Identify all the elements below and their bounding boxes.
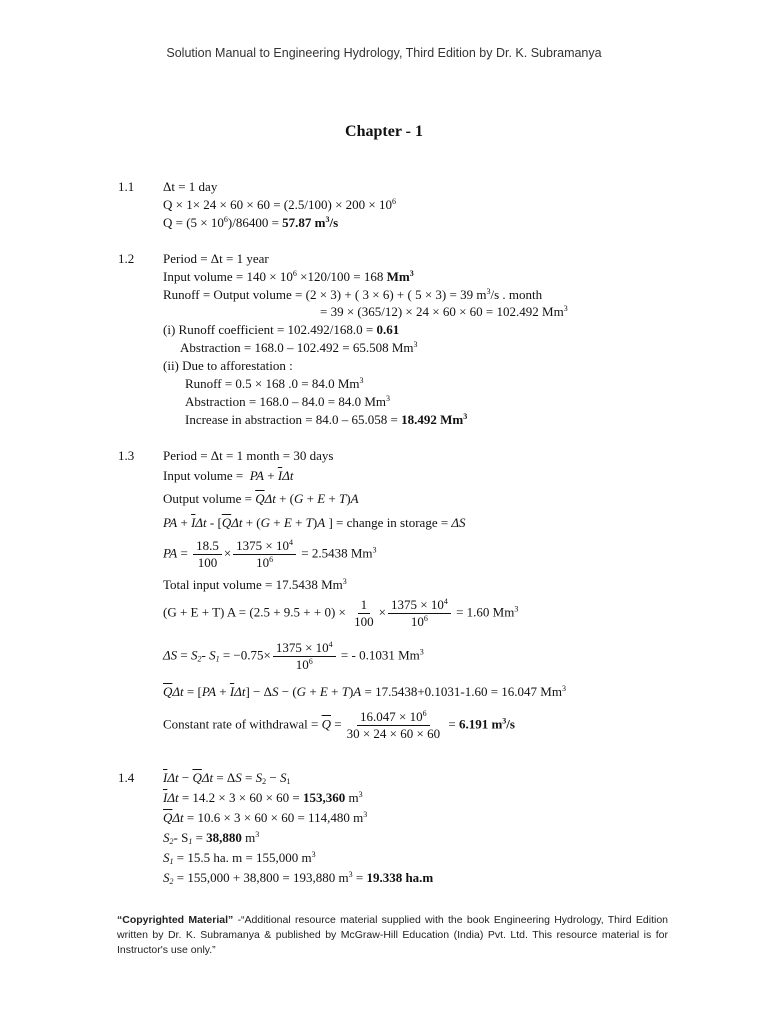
eq-line: Constant rate of withdrawal = $\overline{Q}$ = $\frac{16.047 \times 10^6}{30 \times 24 \times 60 \times 60}$ = 6.191 $m^3/s$: [163, 709, 515, 741]
eq-line: (ii) Due to afforestation :: [163, 358, 293, 373]
eq-line: (i) Runoff coefficient = 102.492/168.0 = 0.61: [163, 322, 400, 337]
eq-line: $\overline{Q}\Delta t = [PA + \overline{I}\Delta t] - \Delta S - (G + E + T)A = 17.5438+0.1031-1.60 = 16.047$ Mm$^3$: [163, 684, 566, 699]
eq-line: $Q \times 1\times 24 \times 60 \times 60 = (2.5/100) \times 200 \times 10^6$: [163, 197, 396, 212]
eq-line: $S_1 = 15.5$ ha. m = 155,000 $m^3$: [163, 850, 316, 866]
problem-number: 1.2: [118, 251, 135, 266]
eq-line: Runoff = 0.5 × 168 .0 = 84.0 Mm$^3$: [185, 376, 364, 391]
problem-number: 1.1: [118, 179, 135, 194]
eq-line: $\overline{I}\Delta t = 14.2 \times 3 \times 60 \times 60 = 153,360$ $m^3$: [163, 790, 363, 805]
eq-line: = 39 × (365/12) × 24 × 60 × 60 = 102.492 Mm$^3$: [320, 304, 568, 319]
eq-line: Input volume = PA + $\overline{I}\Delta t$: [163, 468, 294, 483]
eq-line: PA = $\frac{18.5}{100}$ × $\frac{1375 \times 10^4}{10^6}$ = 2.5438 Mm$^3$: [163, 538, 377, 570]
eq-line: $\overline{I}\Delta t - \overline{Q}\Delta t = \Delta S = S_2 - S_1$: [163, 770, 291, 786]
copyright-lead: “Copyrighted Material”: [117, 914, 234, 926]
eq-line: Abstraction = 168.0 – 84.0 = 84.0 Mm$^3$: [185, 394, 390, 409]
copyright-text: -“Additional resource material supplied with the book Engineering Hydrology, Third Edition written by Dr. K. Subramanya & published by McGraw-Hill Education (India) Pvt. Ltd. This resource material is for Instructor's use only.”: [117, 914, 668, 956]
eq-line: Abstraction = 168.0 – 102.492 = 65.508 Mm$^3$: [180, 340, 418, 355]
eq-line: $Q = (5 \times 10^6)/86400 = 57.87$ $m^3/s$: [163, 215, 339, 230]
eq-line: Runoff = Output volume = (2 × 3) + ( 3 × 6) + ( 5 × 3) = 39 $m^3/s$ . month: [163, 287, 543, 302]
eq-line: $\overline{Q}\Delta t = 10.6 \times 3 \times 60 \times 60 = 114,480$ $m^3$: [163, 810, 368, 825]
eq-line: $\Delta S = S_2-$ $S_1 = -0.75\times$ $\frac{1375 \times 10^4}{10^6}$ = - 0.1031 Mm$^3$: [163, 640, 424, 672]
eq-line: Period = Δt = 1 month = 30 days: [163, 448, 334, 463]
chapter-title: Chapter - 1: [345, 123, 423, 140]
problem-number: 1.4: [118, 770, 135, 785]
problem-number: 1.3: [118, 448, 135, 463]
eq-line: Output volume = $\overline{Q}\Delta t + (G + E + T)A$: [163, 491, 359, 506]
eq-line: (G + E + T) A = (2.5 + 9.5 + + 0) × $\frac{1}{100}$ × $\frac{1375 \times 10^4}{10^6}$ = 1.60 Mm$^3$: [163, 597, 519, 629]
eq-line: Input volume = $140 \times 10^6 \times 120/100 = 168$ Mm$^3$: [163, 269, 414, 284]
page-header: Solution Manual to Engineering Hydrology, Third Edition by Dr. K. Subramanya: [166, 46, 602, 60]
eq-line: $S_2-$ $S_1 = 38,880$ $m^3$: [163, 830, 260, 846]
eq-line: Δt = 1 day: [163, 179, 218, 194]
eq-line: PA + $\overline{I}\Delta t - [\overline{Q}\Delta t + (G + E + T)A$ ] = change in storage = ΔS: [163, 515, 466, 530]
eq-line: Increase in abstraction = 84.0 – 65.058 = 18.492 Mm$^3$: [185, 412, 468, 427]
eq-line: Total input volume = 17.5438 Mm$^3$: [163, 577, 347, 592]
eq-line: $S_2 = 155,000 + 38,800 = 193,880$ $m^3 = 19.338$ ha.m: [163, 870, 434, 886]
eq-line: Period = Δt = 1 year: [163, 251, 269, 266]
copyright-notice: [117, 913, 668, 958]
